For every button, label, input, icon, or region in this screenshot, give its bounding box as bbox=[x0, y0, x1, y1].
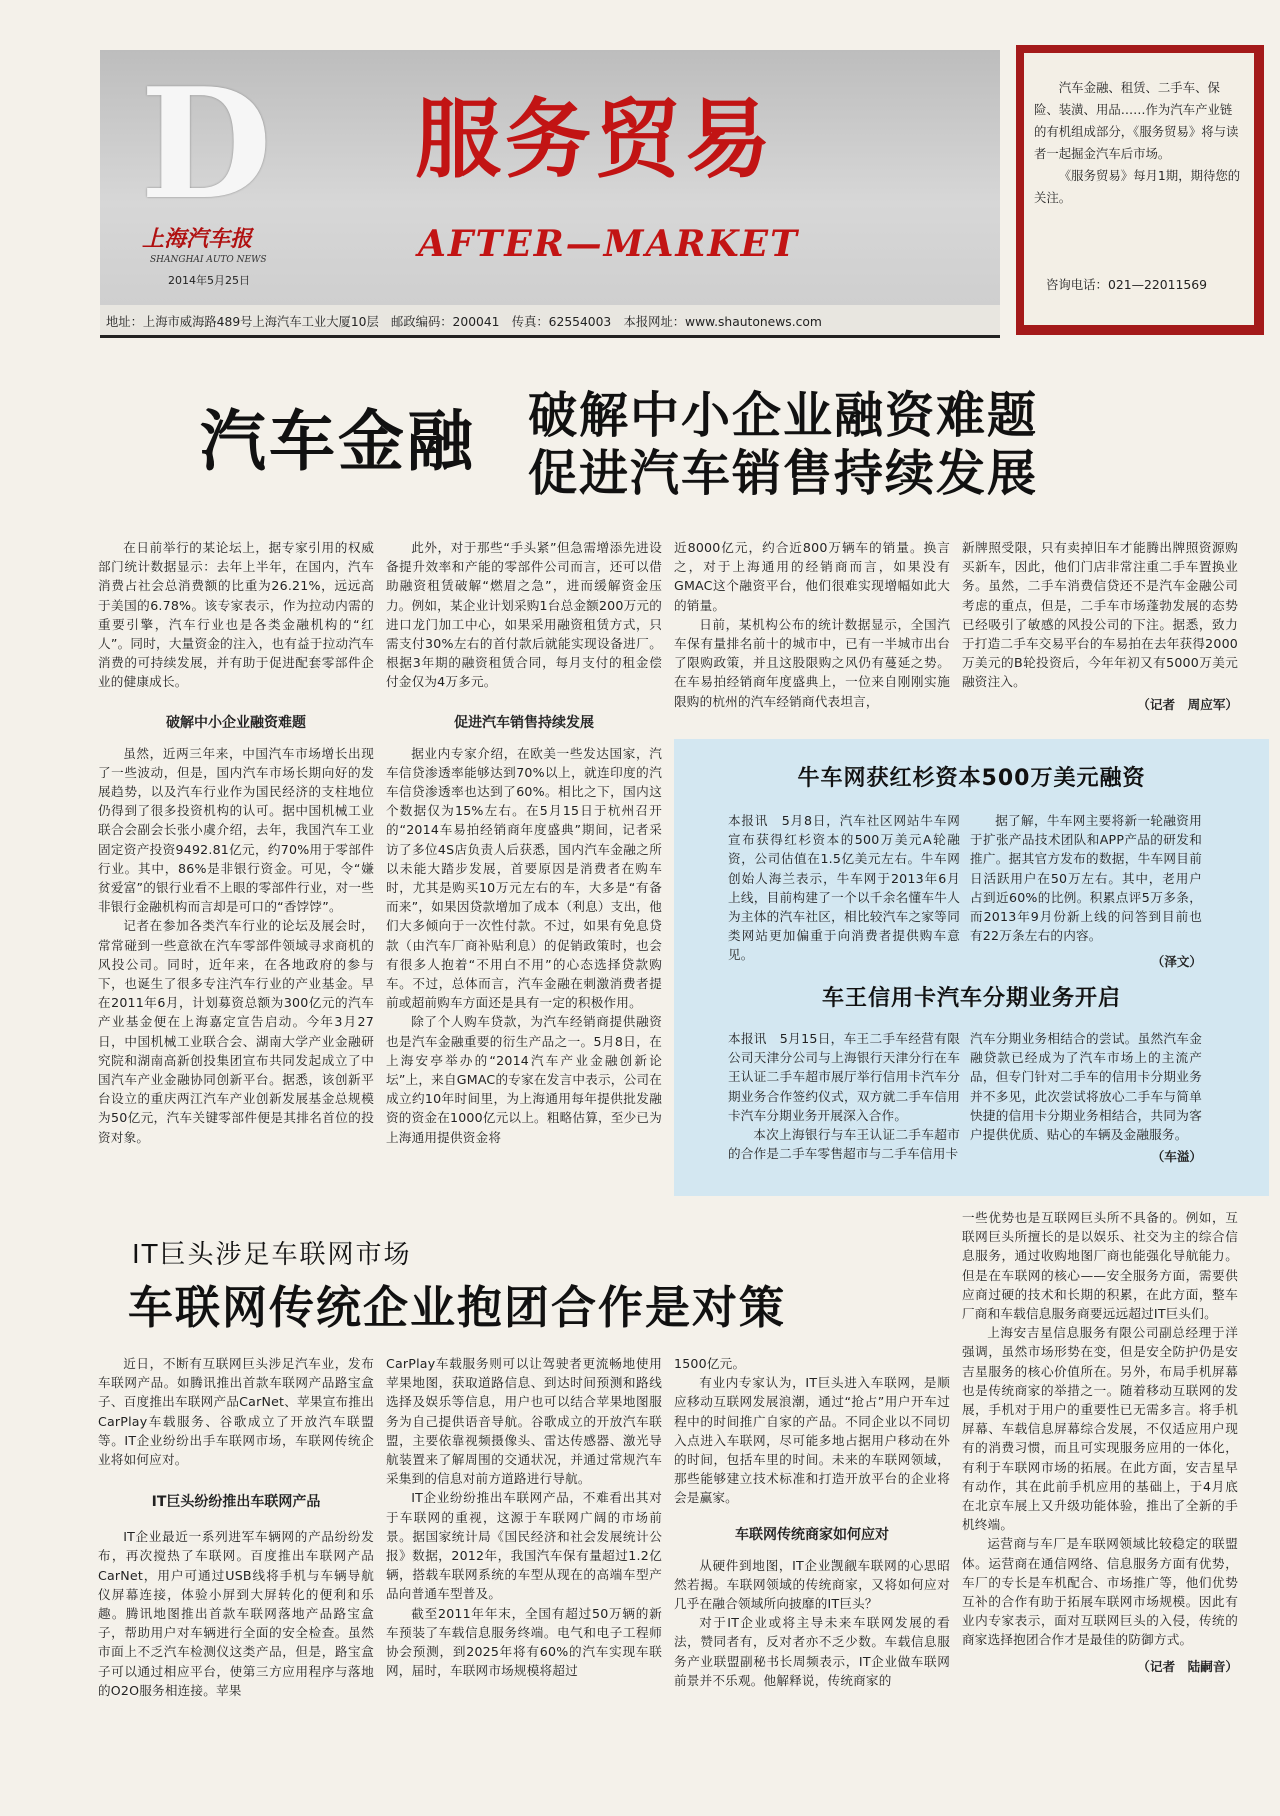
paragraph: 新牌照受限，只有卖掉旧车才能腾出牌照资源购买新车，因此，他们门店非常注重二手车置换业务。虽然，二手车消费信贷还不是汽车金融公司考虑的重点，但是，二手车市场蓬勃发展的态势已经吸引了敏感的风投公司的下注。据悉，致力于打造二手车交易平台的车易拍在去年获得2000万美元的B轮投资后，今年年初又有5000万美元融资注入。 bbox=[962, 540, 1238, 690]
intro-box-inner bbox=[1024, 53, 1254, 325]
intro-paragraph: 汽车金融、租赁、二手车、保险、装潢、用品……作为汽车产业链的有机组成部分，《服务贸易》将与读者一起掘金汽车后市场。 bbox=[1034, 80, 1239, 161]
article1-kicker: 汽车金融 bbox=[200, 403, 476, 480]
article1-column-4 bbox=[962, 538, 1238, 713]
paragraph: 从硬件到地图，IT企业觊觎车联网的心思昭然若揭。车联网领域的传统商家，又将如何应对几乎在融合领域所向披靡的IT巨头？ bbox=[674, 1557, 950, 1612]
section-title-en: AFTER—MARKET bbox=[418, 223, 799, 265]
article4-column-3 bbox=[674, 1354, 950, 1690]
article4-headline: 车联网传统企业抱团合作是对策 bbox=[128, 1281, 787, 1334]
article3-column-2 bbox=[970, 1029, 1202, 1165]
paragraph: 据了解，牛车网主要将新一轮融资用于扩张产品技术团队和APP产品的研发和推广。据其官方发布的数据，牛车网目前日活跃用户在50万左右。其中，老用户占到近60%的比例。积累点评5万多条，而2013年9月份新上线的问答到目前也有22万条左右的内容。 bbox=[970, 813, 1202, 944]
paragraph: 运营商与车厂是车联网领域比较稳定的联盟体。运营商在通信网络、信息服务方面有优势，车厂的专长是车机配合、市场推广等，他们优势互补的合作有助于拓展车联网市场规模。因此有业内专家表示，面对互联网巨头的入侵，传统的商家选择抱团合作才是最佳的防御方式。 bbox=[962, 1536, 1238, 1648]
paragraph: 有业内专家认为，IT巨头进入车联网，是顺应移动互联网发展浪潮，通过“抢占”用户开车过程中的时间推广自家的产品。不同企业以不同切入点进入车联网，尽可能多地占据用户移动在外的时间，包括车里的时间。未来的车联网领域，那些能够建立技术标准和打造开放平台的企业将会是赢家。 bbox=[674, 1375, 950, 1506]
subheading: IT巨头纷纷推出车联网产品 bbox=[151, 1494, 321, 1511]
news-brief-box bbox=[674, 739, 1269, 1196]
section-title: 服务贸易 bbox=[415, 89, 775, 190]
byline: （泽文） bbox=[1151, 954, 1202, 970]
paragraph: 对于IT企业或将主导未来车联网发展的看法，赞同者有，反对者亦不乏少数。车载信息服务产业联盟副秘书长周频表示，IT企业做车联网前景并不乐观。他解释说，传统商家的 bbox=[674, 1615, 950, 1688]
article4-column-2 bbox=[386, 1354, 662, 1680]
subheading: 破解中小企业融资难题 bbox=[166, 714, 306, 731]
paragraph: 本报讯 5月8日，汽车社区网站牛车网宣布获得红杉资本的500万美元A轮融资，公司估值在1.5亿美元左右。牛车网创始人海兰表示，牛车网于2013年6月上线，目前构建了一个以千余名懂车牛人为主体的汽车社区，相比较汽车之家等同类网站更加偏重于向消费者提供购车意见。 bbox=[728, 813, 960, 963]
article1-column-3 bbox=[674, 538, 950, 711]
article4-column-1 bbox=[98, 1354, 374, 1700]
subheading: 车联网传统商家如何应对 bbox=[735, 1526, 889, 1543]
article1-column-1 bbox=[98, 538, 374, 1147]
section-letter: D bbox=[140, 54, 272, 233]
paragraph: 日前，某机构公布的统计数据显示，全国汽车保有量排名前十的城市中，已有一半城市出台了限购政策，并且这股限购之风仍有蔓延之势。在车易拍经销商年度盛典上，一位来自刚刚实施限购的杭州的汽车经销商代表坦言， bbox=[674, 616, 950, 709]
article4-kicker: IT巨头涉足车联网市场 bbox=[132, 1240, 412, 1270]
article3-headline: 车王信用卡汽车分期业务开启 bbox=[821, 986, 1121, 1011]
address-line: 地址：上海市威海路489号上海汽车工业大厦10层 邮政编码：200041 传真：62554003 本报网址：www.shautonews.com bbox=[106, 315, 822, 329]
paragraph: 近8000亿元，约合近800万辆车的销量。换言之，对于上海通用的经销商而言，如果没有GMAC这个融资平台，他们很难实现增幅如此大的销量。 bbox=[674, 540, 950, 613]
byline: （记者 陆嗣音） bbox=[1137, 1658, 1238, 1674]
intro-paragraph: 《服务贸易》每月1期，期待您的关注。 bbox=[1034, 168, 1241, 205]
article2-column-1 bbox=[728, 811, 960, 965]
paragraph: 记者在参加各类汽车行业的论坛及展会时，常常碰到一些意欲在汽车零部件领域寻求商机的风投公司。同时，近年来，在各地政府的参与下，也诞生了很多专注汽车行业的产业基金。早在2011年6月，计划募资总额为300亿元的汽车产业基金便在上海嘉定宣告启动。今年3月27日，中国机械工业联合会、湖南大学产业金融研究院和湖南高新创投集团宣布共同发起成立了中国汽车产业金融协同创新平台。据悉，该创新平台设立的重庆两江汽车产业创新发展基金总规模为50亿元，汽车关键零部件便是其排名首位的投资对象。 bbox=[98, 918, 374, 1145]
paragraph: 一些优势也是互联网巨头所不具备的。例如，互联网巨头所擅长的是以娱乐、社交为主的综合信息服务，通过收购地图厂商也能强化导航能力。但是在车联网的核心——安全服务方面，需要供应商过硬的技术和长期的积累，在此方面，整车厂商和车载信息服务商要远远超过IT巨头们。 bbox=[962, 1210, 1238, 1322]
paper-name-logo: 上海汽车报 bbox=[142, 226, 253, 252]
paragraph: 虽然，近两三年来，中国汽车市场增长出现了一些波动，但是，国内汽车市场长期向好的发展趋势，以及汽车行业作为国民经济的支柱地位仍得到了很多投资机构的认可。据中国机械工业联合会副会长张小虞介绍，去年，我国汽车工业固定资产投资9492.81亿元，约70%用于零部件行业。其中，86%是非银行资金。可见，令“嫌贫爱富”的银行业看不上眼的零部件行业，对一些非银行金融机构而言却是可口的“香饽饽”。 bbox=[98, 745, 374, 915]
contact-phone: 咨询电话：021—22011569 bbox=[1046, 277, 1208, 292]
paragraph: 近日，不断有互联网巨头涉足汽车业，发布车联网产品。如腾讯推出首款车联网产品路宝盒子、百度推出车联网产品CarNet、苹果宣布推出CarPlay车载服务、谷歌成立了开放汽车联盟等。IT企业纷纷出手车联网市场，车联网传统企业将如何应对。 bbox=[98, 1356, 374, 1468]
byline: （记者 周应军） bbox=[1137, 696, 1238, 712]
address-bar bbox=[100, 305, 1000, 338]
paragraph: 截至2011年年末，全国有超过50万辆的新车预装了车载信息服务终端。电气和电子工程师协会预测，到2025年将有60%的汽车实现车联网，届时，车联网市场规模将超过 bbox=[386, 1605, 662, 1679]
subheading: 促进汽车销售持续发展 bbox=[454, 714, 594, 731]
paragraph: 本次上海银行与车王认证二手车超市的合作是二手车零售超市与二手车信用卡 bbox=[728, 1127, 960, 1162]
paragraph: IT企业纷纷推出车联网产品，不难看出其对于车联网的重视，这源于车联网广阔的市场前景。据国家统计局《国民经济和社会发展统计公报》数据，2012年，我国汽车保有量超过1.2亿辆，搭载车联网系统的车型从现在的高端车型产品向普通车型普及。 bbox=[386, 1490, 662, 1602]
article2-column-2 bbox=[970, 811, 1202, 970]
article4-column-4 bbox=[962, 1208, 1238, 1675]
issue-date: 2014年5月25日 bbox=[168, 274, 250, 287]
article2-headline: 牛车网获红杉资本500万美元融资 bbox=[797, 766, 1146, 791]
article1-headline-line1: 破解中小企业融资难题 bbox=[528, 387, 1039, 444]
paragraph: 除了个人购车贷款，为汽车经销商提供融资也是汽车金融重要的衍生产品之一。5月8日，在上海安亭举办的“2014汽车产业金融创新论坛”上，来自GMAC的专家在发言中表示，公司在成立约10年时间里，为上海通用每年提供批发融资的资金在1000亿元以上。粗略估算，至少已为上海通用提供资金将 bbox=[386, 1014, 662, 1145]
paragraph: 据业内专家介绍，在欧美一些发达国家，汽车信贷渗透率能够达到70%以上，就连印度的汽车信贷渗透率也达到了60%。相比之下，国内这个数据仅为15%左右。在5月15日于杭州召开的“2014车易拍经销商年度盛典”期间，记者采访了多位4S店负责人后获悉，国内汽车金融之所以未能大踏步发展，首要原因是消费者在购车时，尤其是购买10万元左右的车，大多是“有备而来”，如果因贷款增加了成本（利息）支出，他们大多倾向于一次性付款。不过，如果有免息贷款（由汽车厂商补贴利息）的促销政策时，也会有很多人抱着“不用白不用”的心态选择贷款购车。不过，总体而言，汽车金融在刺激消费者提前或超前购车方面还是具有一定的积极作用。 bbox=[386, 745, 662, 1011]
paragraph: 在日前举行的某论坛上，据专家引用的权威部门统计数据显示：去年上半年，在国内，汽车消费占社会总消费额的比重为26.21%，远远高于美国的6.78%。该专家表示，作为拉动内需的重要引擎，汽车行业也是各类金融机构的“红人”。同时，大量资金的注入，也有益于拉动汽车消费的可持续发展，并有助于促进配套零部件企业的健康成长。 bbox=[98, 540, 374, 690]
paragraph: 此外，对于那些“手头紧”但急需增添先进设备提升效率和产能的零部件公司而言，还可以借助融资租赁破解“燃眉之急”，进而缓解资金压力。例如，某企业计划采购1台总金额200万元的进口龙门加工中心，如果采用融资租赁方式，只需支付30%左右的首付款后就能实现设备进厂。根据3年期的融资租赁合同，每月支付的租金偿付金仅为4万多元。 bbox=[386, 540, 662, 690]
intro-box bbox=[1016, 45, 1264, 335]
paragraph: CarPlay车载服务则可以让驾驶者更流畅地使用苹果地图，获取道路信息、到达时间预测和路线选择及娱乐等信息，用户也可以结合苹果地图服务为自己提供语音导航。谷歌成立的开放汽车联盟，主要依靠视频摄像头、雷达传感器、激光导航装置来了解周围的交通状况，并通过常规汽车采集到的信息对前方道路进行导航。 bbox=[386, 1356, 662, 1487]
paragraph: IT企业最近一系列进军车辆网的产品纷纷发布，再次搅热了车联网。百度推出车联网产品CarNet，用户可通过USB线将手机与车辆导航仪屏幕连接，体验小屏到大屏转化的便利和乐趣。腾讯地图推出首款车联网落地产品路宝盒子，帮助用户对车辆进行全面的安全检查。虽然市面上不乏汽车检测仪这类产品，但是，路宝盒子可以通过相应平台，使第三方应用程序与落地的O2O服务相连接。苹果 bbox=[98, 1529, 374, 1698]
paragraph: 1500亿元。 bbox=[674, 1356, 746, 1371]
article1-column-2 bbox=[386, 538, 662, 1147]
paragraph: 本报讯 5月15日，车王二手车经营有限公司天津分公司与上海银行天津分行在车王认证二手车超市展厅举行信用卡汽车分期业务合作签约仪式，双方就二手车信用卡汽车分期业务开展深入合作。 bbox=[728, 1031, 960, 1123]
masthead-band bbox=[100, 50, 1000, 305]
paragraph: 汽车分期业务相结合的尝试。虽然汽车金融贷款已经成为了汽车市场上的主流产品，但专门针对二手车的信用卡分期业务并不多见，此次尝试将放心二手车与简单快捷的信用卡分期业务相结合，共同为客户提供优质、贴心的车辆及金融服务。 bbox=[970, 1031, 1202, 1143]
paragraph: 上海安吉星信息服务有限公司副总经理于洋强调，虽然市场形势在变，但是安全防护仍是安吉星服务的核心价值所在。另外，布局手机屏幕也是传统商家的举措之一。随着移动互联网的发展，手机对于用户的重要性已无需多言。将手机屏幕、车载信息屏幕综合发展，不仅适应用户现有的消费习惯，而且可实现服务应用的一体化，有利于车联网市场的拓展。在此方面，安吉星早有动作，其在此前手机应用的基础上，于4月底在北京车展上又升级功能体验，推出了全新的手机终端。 bbox=[962, 1325, 1238, 1533]
article3-column-1 bbox=[728, 1029, 960, 1163]
article1-headline-line2: 促进汽车销售持续发展 bbox=[528, 445, 1039, 502]
paper-name-en: SHANGHAI AUTO NEWS bbox=[150, 255, 267, 265]
byline: （车溢） bbox=[1151, 1149, 1202, 1165]
